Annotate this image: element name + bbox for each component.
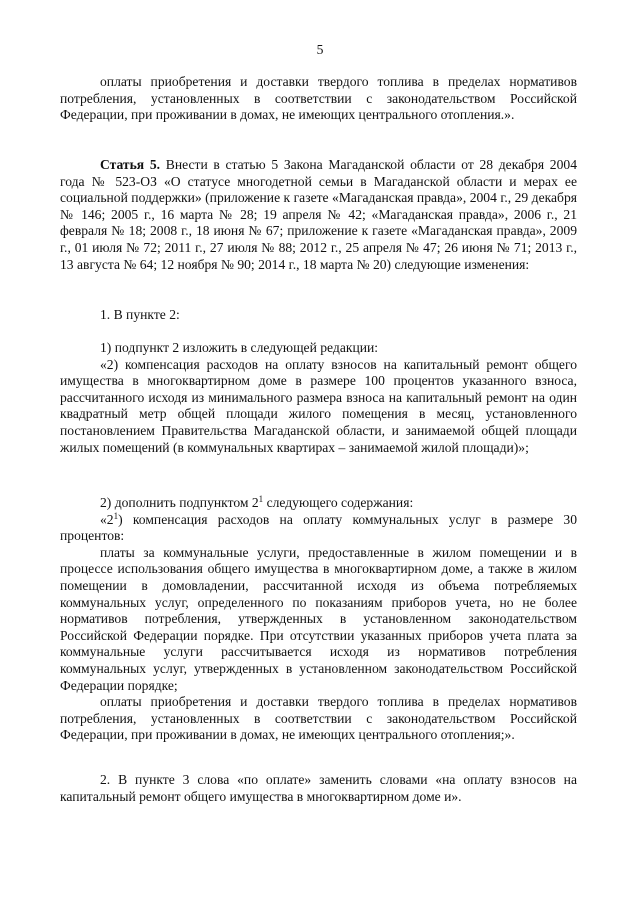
item-2-block: [60, 772, 577, 805]
page-number: 5: [316, 42, 324, 57]
sub-1-intro: 1) подпункт 2 изложить в следующей редакции:: [100, 340, 379, 355]
sub-1-text: «2) компенсация расходов на оплату взносов на капитальный ремонт общего имущества в многоквартирном доме в размере 100 процентов указанного взноса, рассчитанного исходя из минимального размера взноса на капитальный ремонт на один квадратный метр общей площади жилого помещения в месяц, установленного постановлением Правительства Магаданской области, и занимаемой общей площади жилых помещений (в коммунальных квартирах – занимаемой жилой площади)»;: [60, 356, 577, 455]
sub-2-intro: [60, 495, 577, 512]
sub-2-open-superscript: 1: [113, 510, 119, 521]
sub-2-utilities: платы за коммунальные услуги, предоставленные в жилом помещении и в процессе использования общего имущества в многоквартирном доме, а также в жилом помещении в домовладении, рассчитанной исходя из объема потребляемых коммунальных услуг, определенного по показаниям приборов учета, но не более нормативов потребления, утвержденных в установленном законодательством Российской Федерации порядке. При отсутствии указанных приборов учета плата за коммунальные услуги рассчитывается исходя из нормативов потребления коммунальных услуг, утвержденных в установленном законодательством Российской Федерации порядке;: [60, 544, 577, 693]
sub-2-lead: [60, 512, 577, 545]
sub-2-lead-rest: ) компенсация расходов на оплату коммунальных услуг в размере 30 процентов:: [60, 511, 577, 544]
item-1-heading-block: [60, 307, 577, 324]
sub-2-open-quote: «2: [100, 511, 114, 527]
item-1-sub-2-block: [60, 495, 577, 744]
item-1-sub-1-block: [60, 340, 577, 456]
item-2-text: 2. В пункте 3 слова «по оплате» заменить словами «на оплату взносов на капитальный ремонт общего имущества в многоквартирном доме и».: [60, 772, 577, 804]
article-5-block: [60, 157, 577, 273]
sub-2-fuel: оплаты приобретения и доставки твердого топлива в пределах нормативов потребления, установленных в соответствии с законодательством Российской Федерации, при проживании в домах, не имеющих центрального отопления;».: [60, 694, 577, 743]
article-5-paragraph: [60, 157, 577, 273]
sub-2-intro-superscript: 1: [258, 494, 264, 504]
continuation-block: [60, 74, 577, 124]
continuation-paragraph: оплаты приобретения и доставки твердого топлива в пределах нормативов потребления, установленных в соответствии с законодательством Российской Федерации, при проживании в домах, не имеющих центрального отопления.».: [60, 74, 577, 123]
sub-2-intro-before: 2) дополнить подпунктом 2: [100, 495, 259, 510]
item-1-heading: 1. В пункте 2:: [100, 307, 180, 322]
sub-2-intro-after: следующего содержания:: [263, 495, 414, 510]
article-5-label: Статья 5.: [100, 157, 161, 172]
article-5-text: Внести в статью 5 Закона Магаданской области от 28 декабря 2004 года № 523-ОЗ «О статусе многодетной семьи в Магаданской области и мерах ее социальной поддержки» (приложение к газете «Магаданская правда», 2004 г., 29 декабря № 146; 2005 г., 16 марта № 28; 19 апреля № 42; «Магаданская правда», 2006 г., 21 февраля № 18; 2008 г., 18 июня № 67; приложение к газете «Магаданская правда», 2009 г., 01 июля № 72; 2011 г., 27 июля № 88; 2012 г., 25 апреля № 47; 26 июня № 71; 2013 г., 13 августа № 64; 12 ноября № 90; 2014 г., 18 марта № 20) следующие изменения:: [60, 157, 577, 272]
